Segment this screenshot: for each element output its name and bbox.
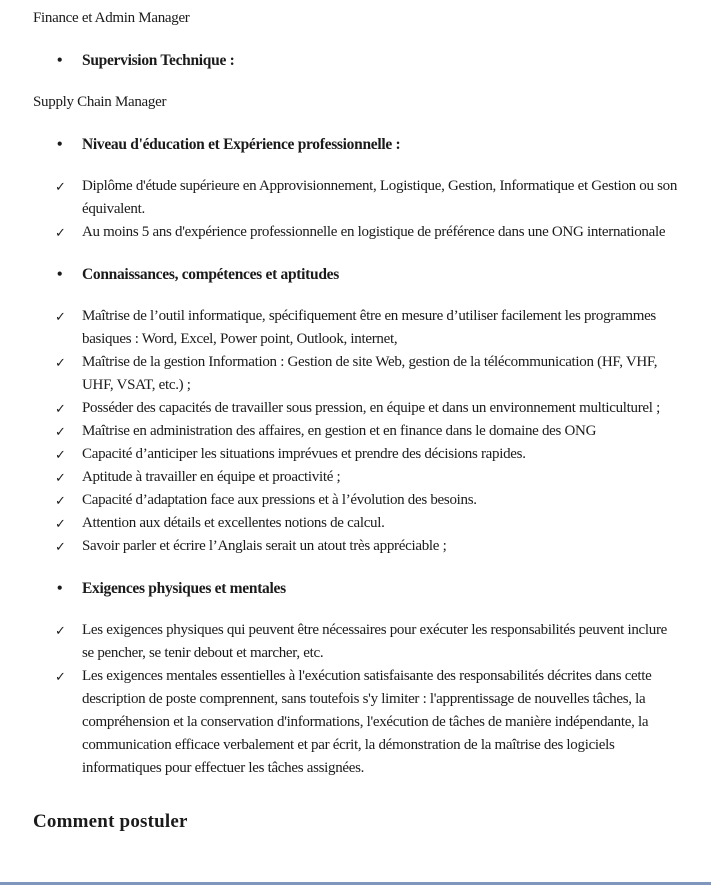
checkmark-icon: ✓ (55, 470, 66, 485)
checkmark-icon: ✓ (55, 401, 66, 416)
section-divider-rule (0, 882, 711, 885)
check-list-item (33, 175, 680, 221)
checkmark-icon: ✓ (55, 424, 66, 439)
bullet-heading (33, 263, 680, 286)
checkmark-icon: ✓ (55, 447, 66, 462)
check-list-item (33, 466, 680, 489)
bullet-icon: • (57, 266, 63, 283)
section-heading: Comment postuler (33, 811, 188, 832)
check-item-text: Maîtrise en administration des affaires, en gestion et en finance dans le domaine des ONG (82, 423, 597, 439)
check-item-text: Les exigences physiques qui peuvent être nécessaires pour exécuter les responsabilités peuvent inclure se pencher, se tenir debout et marcher, etc. (82, 622, 668, 661)
check-list-item (33, 397, 680, 420)
check-list-item (33, 221, 680, 244)
checkmark-icon: ✓ (55, 355, 66, 370)
check-list-item (33, 512, 680, 535)
check-item-text: Au moins 5 ans d'expérience professionnelle en logistique de préférence dans une ONG internationale (82, 224, 666, 240)
bullet-heading (33, 49, 680, 72)
check-item-text: Maîtrise de la gestion Information : Gestion de site Web, gestion de la télécommunication (HF, VHF, UHF, VSAT, etc.) ; (82, 354, 658, 393)
bullet-heading (33, 133, 680, 156)
check-item-text: Les exigences mentales essentielles à l'exécution satisfaisante des responsabilités décrites dans cette description de poste comprennent, sans toutefois s'y limiter : l'apprentissage de nouvelles tâches, la compréhension et la conservation d'informations, l'exécution de tâches de manière indépendante, la communication efficace verbalement et par écrit, la démonstration de la maîtrise des logiciels informatiques pour effectuer les tâches assignées. (82, 668, 652, 776)
checkmark-icon: ✓ (55, 493, 66, 508)
check-item-text: Aptitude à travailler en équipe et proactivité ; (82, 469, 341, 485)
check-item-text: Posséder des capacités de travailler sous pression, en équipe et dans un environnement multiculturel ; (82, 400, 660, 416)
bullet-heading (33, 577, 680, 600)
check-item-text: Savoir parler et écrire l’Anglais serait un atout très appréciable ; (82, 538, 447, 554)
check-list-item (33, 619, 680, 665)
check-list-item (33, 443, 680, 466)
checkmark-icon: ✓ (55, 179, 66, 194)
paragraph: Supply Chain Manager (33, 94, 167, 110)
check-list-item (33, 489, 680, 512)
bullet-icon: • (57, 580, 63, 597)
check-list-item (33, 535, 680, 558)
check-item-text: Attention aux détails et excellentes notions de calcul. (82, 515, 385, 531)
paragraph: Finance et Admin Manager (33, 10, 190, 26)
bullet-icon: • (57, 136, 63, 153)
check-item-text: Diplôme d'étude supérieure en Approvisionnement, Logistique, Gestion, Informatique et Gestion ou son équivalent. (82, 178, 678, 217)
checkmark-icon: ✓ (55, 516, 66, 531)
check-list-item (33, 351, 680, 397)
check-item-text: Maîtrise de l’outil informatique, spécifiquement être en mesure d’utiliser facilement les programmes basiques : Word, Excel, Power point, Outlook, internet, (82, 308, 656, 347)
check-item-text: Capacité d’adaptation face aux pressions et à l’évolution des besoins. (82, 492, 477, 508)
checkmark-icon: ✓ (55, 309, 66, 324)
bullet-heading-label: Exigences physiques et mentales (82, 580, 286, 597)
check-list-item (33, 305, 680, 351)
checkmark-icon: ✓ (55, 539, 66, 554)
bullet-heading-label: Supervision Technique : (82, 52, 235, 69)
check-item-text: Capacité d’anticiper les situations imprévues et prendre des décisions rapides. (82, 446, 526, 462)
checkmark-icon: ✓ (55, 623, 66, 638)
document-content (33, 7, 680, 834)
bullet-heading-label: Niveau d'éducation et Expérience professionnelle : (82, 136, 401, 153)
check-list-item (33, 665, 680, 780)
checkmark-icon: ✓ (55, 225, 66, 240)
checkmark-icon: ✓ (55, 669, 66, 684)
bullet-icon: • (57, 52, 63, 69)
check-list-item (33, 420, 680, 443)
bullet-heading-label: Connaissances, compétences et aptitudes (82, 266, 339, 283)
